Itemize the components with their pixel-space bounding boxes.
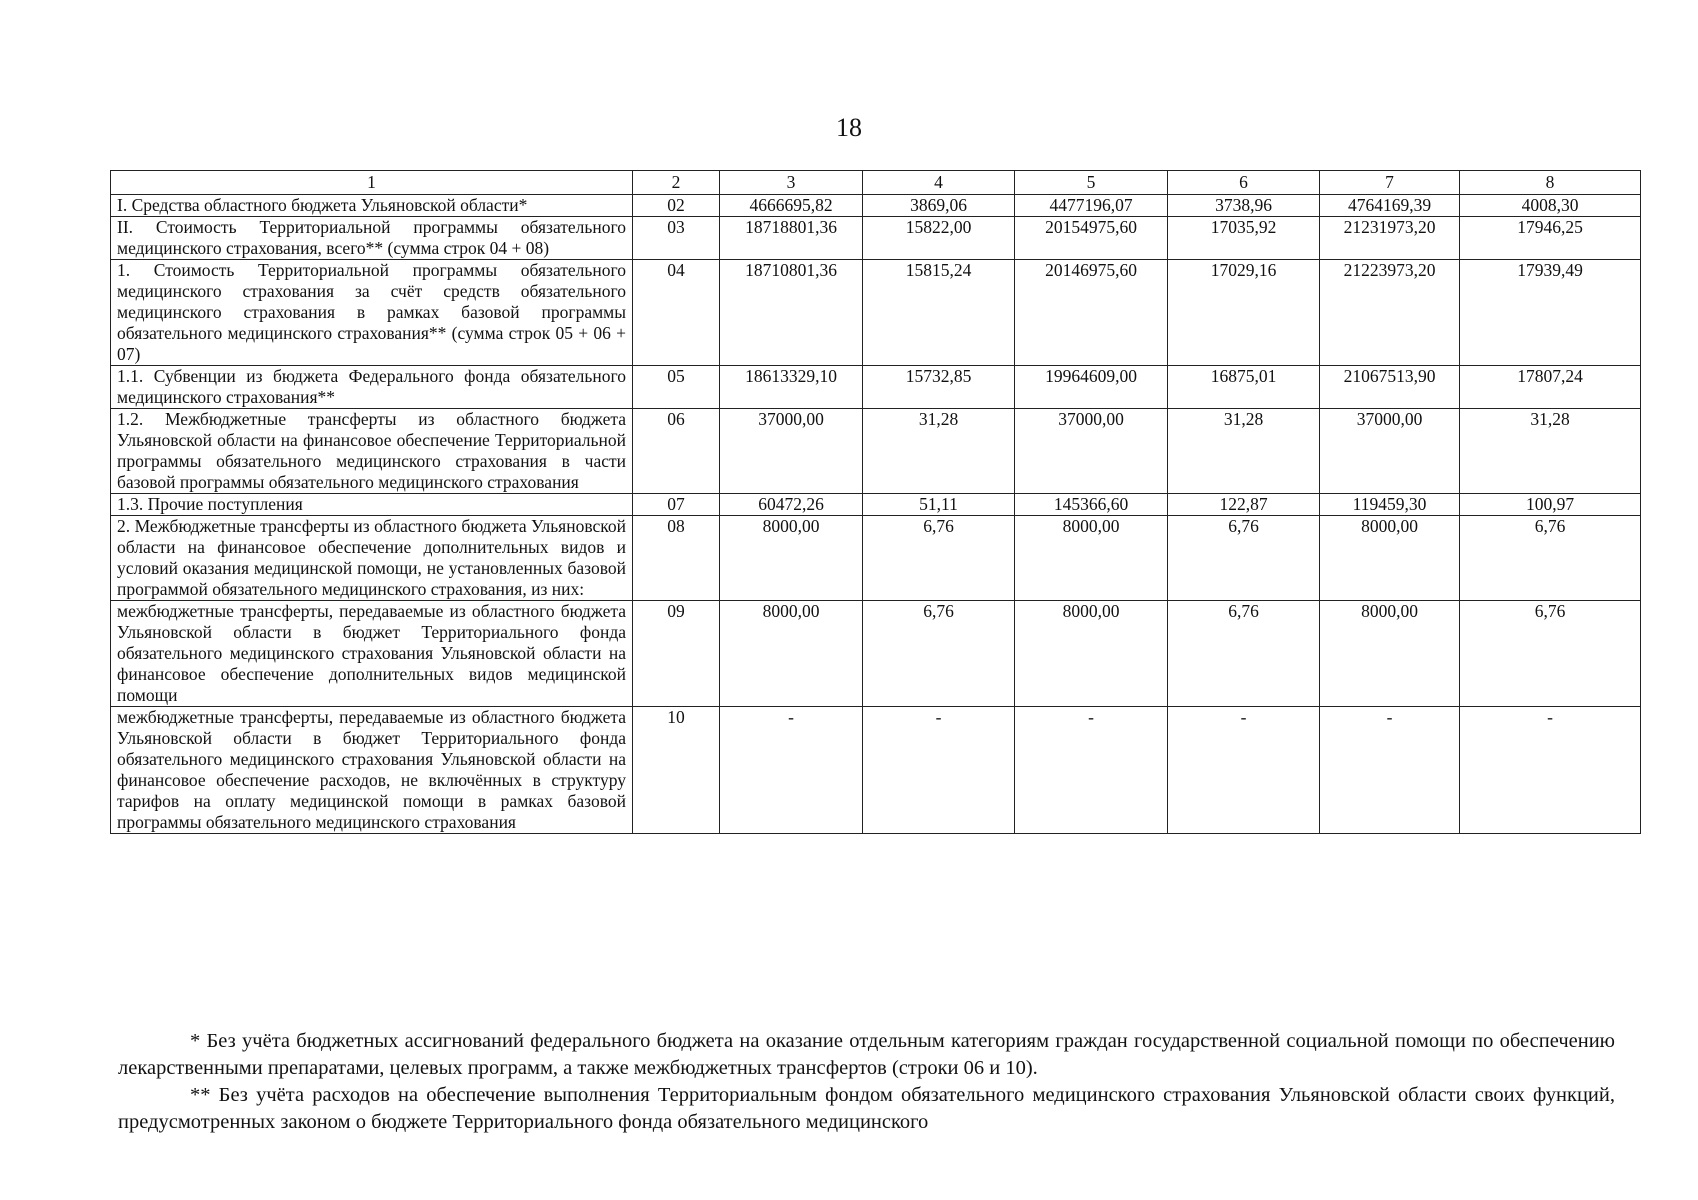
- cell-value: 16875,01: [1168, 366, 1320, 409]
- table-row: [111, 260, 1641, 366]
- cell-value: -: [1320, 707, 1460, 834]
- cell-value: 15732,85: [863, 366, 1015, 409]
- table-row: [111, 366, 1641, 409]
- row-code: 09: [633, 601, 720, 707]
- table-row: [111, 217, 1641, 260]
- column-header: 3: [720, 171, 863, 195]
- cell-value: -: [1168, 707, 1320, 834]
- cell-value: 4008,30: [1460, 195, 1641, 217]
- row-label: 2. Межбюджетные трансферты из областного бюджета Ульяновской области на финансовое обеспечение дополнительных видов и условий оказания медицинской помощи, не установленных базовой программой обязательного медицинского страхования, из них:: [111, 516, 633, 601]
- cell-value: 51,11: [863, 494, 1015, 516]
- cell-value: -: [863, 707, 1015, 834]
- cell-value: 15822,00: [863, 217, 1015, 260]
- cell-value: 4666695,82: [720, 195, 863, 217]
- row-label: 1. Стоимость Территориальной программы обязательного медицинского страхования за счёт средств обязательного медицинского страхования в рамках базовой программы обязательного медицинского страхования** (сумма строк 05 + 06 + 07): [111, 260, 633, 366]
- cell-value: 8000,00: [1015, 601, 1168, 707]
- cell-value: 8000,00: [720, 516, 863, 601]
- cell-value: 8000,00: [1320, 601, 1460, 707]
- cell-value: 6,76: [1460, 516, 1641, 601]
- column-header: 4: [863, 171, 1015, 195]
- cell-value: 20154975,60: [1015, 217, 1168, 260]
- row-code: 04: [633, 260, 720, 366]
- cell-value: 100,97: [1460, 494, 1641, 516]
- row-label: межбюджетные трансферты, передаваемые из областного бюджета Ульяновской области в бюджет Территориального фонда обязательного медицинского страхования Ульяновской области на финансовое обеспечение расходов, не включённых в структуру тарифов на оплату медицинской помощи в рамках базовой программы обязательного медицинского страхования: [111, 707, 633, 834]
- cell-value: 31,28: [1460, 409, 1641, 494]
- row-code: 05: [633, 366, 720, 409]
- cell-value: 3869,06: [863, 195, 1015, 217]
- cell-value: 17939,49: [1460, 260, 1641, 366]
- header-row: [111, 171, 1641, 195]
- row-label: I. Средства областного бюджета Ульяновской области*: [111, 195, 633, 217]
- column-header: 7: [1320, 171, 1460, 195]
- row-label: межбюджетные трансферты, передаваемые из областного бюджета Ульяновской области в бюджет Территориального фонда обязательного медицинского страхования Ульяновской области на финансовое обеспечение дополнительных видов медицинской помощи: [111, 601, 633, 707]
- cell-value: 31,28: [1168, 409, 1320, 494]
- cell-value: -: [1015, 707, 1168, 834]
- cell-value: 19964609,00: [1015, 366, 1168, 409]
- column-header: 5: [1015, 171, 1168, 195]
- cell-value: 37000,00: [1015, 409, 1168, 494]
- row-label: 1.1. Субвенции из бюджета Федерального фонда обязательного медицинского страхования**: [111, 366, 633, 409]
- cell-value: 8000,00: [1015, 516, 1168, 601]
- cell-value: 4477196,07: [1015, 195, 1168, 217]
- row-label: 1.3. Прочие поступления: [111, 494, 633, 516]
- cell-value: 17946,25: [1460, 217, 1641, 260]
- cell-value: 17807,24: [1460, 366, 1641, 409]
- table-row: [111, 409, 1641, 494]
- cell-value: 37000,00: [720, 409, 863, 494]
- cell-value: 6,76: [1460, 601, 1641, 707]
- column-header: 1: [111, 171, 633, 195]
- cell-value: 4764169,39: [1320, 195, 1460, 217]
- row-code: 07: [633, 494, 720, 516]
- footnotes: [118, 1028, 1615, 1136]
- table-row: [111, 707, 1641, 834]
- cell-value: 6,76: [1168, 516, 1320, 601]
- cell-value: 18710801,36: [720, 260, 863, 366]
- table-row: [111, 516, 1641, 601]
- cell-value: 119459,30: [1320, 494, 1460, 516]
- page-number: 18: [836, 113, 862, 142]
- cell-value: 8000,00: [1320, 516, 1460, 601]
- cell-value: -: [1460, 707, 1641, 834]
- cell-value: -: [720, 707, 863, 834]
- cell-value: 17035,92: [1168, 217, 1320, 260]
- cell-value: 15815,24: [863, 260, 1015, 366]
- row-label: II. Стоимость Территориальной программы обязательного медицинского страхования, всего** (сумма строк 04 + 08): [111, 217, 633, 260]
- table-row: [111, 601, 1641, 707]
- cell-value: 122,87: [1168, 494, 1320, 516]
- row-code: 06: [633, 409, 720, 494]
- cell-value: 18613329,10: [720, 366, 863, 409]
- column-header: 6: [1168, 171, 1320, 195]
- row-code: 08: [633, 516, 720, 601]
- row-code: 03: [633, 217, 720, 260]
- financial-table: [110, 170, 1641, 834]
- row-code: 10: [633, 707, 720, 834]
- cell-value: 20146975,60: [1015, 260, 1168, 366]
- cell-value: 18718801,36: [720, 217, 863, 260]
- column-header: 8: [1460, 171, 1641, 195]
- table-row: [111, 494, 1641, 516]
- cell-value: 6,76: [863, 601, 1015, 707]
- row-label: 1.2. Межбюджетные трансферты из областного бюджета Ульяновской области на финансовое обеспечение Территориальной программы обязательного медицинского страхования в части базовой программы обязательного медицинского страхования: [111, 409, 633, 494]
- cell-value: 8000,00: [720, 601, 863, 707]
- cell-value: 3738,96: [1168, 195, 1320, 217]
- table-row: [111, 195, 1641, 217]
- cell-value: 60472,26: [720, 494, 863, 516]
- cell-value: 17029,16: [1168, 260, 1320, 366]
- footnote-two-star: ** Без учёта расходов на обеспечение выполнения Территориальным фондом обязательного медицинского страхования Ульяновской области своих функций, предусмотренных законом о бюджете Территориального фонда обязательного медицинского: [118, 1084, 1615, 1133]
- cell-value: 145366,60: [1015, 494, 1168, 516]
- cell-value: 21231973,20: [1320, 217, 1460, 260]
- cell-value: 21067513,90: [1320, 366, 1460, 409]
- column-header: 2: [633, 171, 720, 195]
- row-code: 02: [633, 195, 720, 217]
- cell-value: 6,76: [1168, 601, 1320, 707]
- cell-value: 37000,00: [1320, 409, 1460, 494]
- cell-value: 6,76: [863, 516, 1015, 601]
- cell-value: 31,28: [863, 409, 1015, 494]
- footnote-one-star: * Без учёта бюджетных ассигнований федерального бюджета на оказание отдельным категориям граждан государственной социальной помощи по обеспечению лекарственными препаратами, целевых программ, а также межбюджетных трансфертов (строки 06 и 10).: [118, 1030, 1615, 1079]
- cell-value: 21223973,20: [1320, 260, 1460, 366]
